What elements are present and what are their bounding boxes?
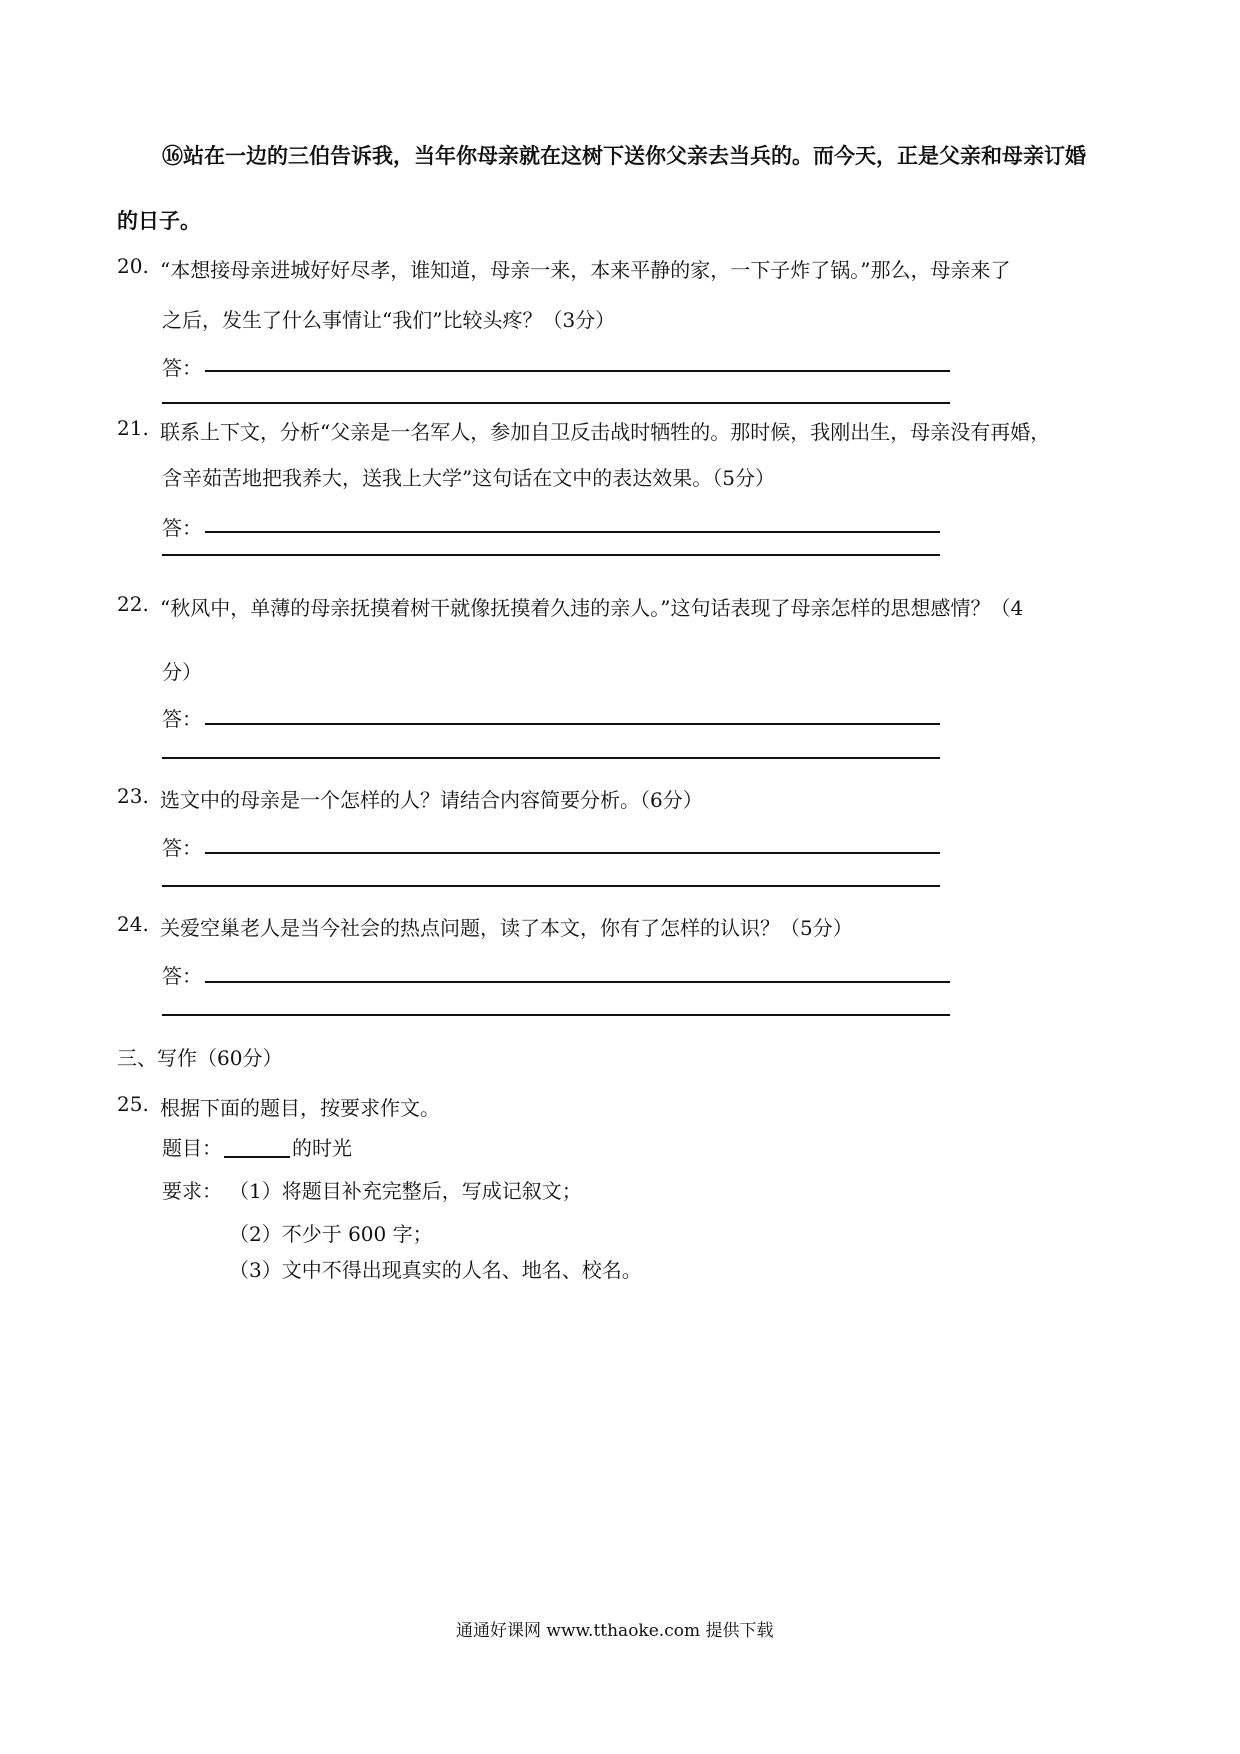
topic-prefix: 题目： [162,1136,222,1160]
topic-blank[interactable] [224,1136,290,1158]
question-20-answer-line-1[interactable] [205,370,950,372]
question-21-number: 21. [117,416,149,440]
question-24-text-1: 关爱空巢老人是当今社会的热点问题，读了本文，你有了怎样的认识？（5分） [160,916,853,940]
question-23-text-1: 选文中的母亲是一个怎样的人？请结合内容简要分析。（6分） [160,788,703,812]
question-23-number: 23. [117,784,149,808]
passage-line-1: ⑯站在一边的三伯告诉我，当年你母亲就在这树下送你父亲去当兵的。而今天，正是父亲和母亲订婚 [162,144,1086,168]
question-25-requirement-1: （1）将题目补充完整后，写成记叙文； [229,1179,582,1203]
question-25-number: 25. [117,1092,149,1116]
question-25-topic [162,1132,352,1161]
question-24-answer-label: 答： [162,964,202,988]
question-21-text-1: 联系上下文，分析“父亲是一名军人，参加自卫反击战时牺牲的。那时候，我刚出生，母亲没有再婚， [160,420,1051,444]
question-22-number: 22. [117,592,149,616]
question-25-requirements-label: 要求： [162,1179,222,1203]
question-22-answer-line-1[interactable] [205,723,940,725]
question-21-text-2: 含辛茹苦地把我养大，送我上大学”这句话在文中的表达效果。（5分） [162,466,775,490]
question-20-answer-line-2[interactable] [162,402,950,404]
question-20-number: 20. [117,254,149,278]
question-22-text-2: 分） [162,660,202,684]
question-22-answer-label: 答： [162,707,202,731]
question-25-requirement-2: （2）不少于 600 字； [229,1222,433,1246]
page-footer: 通通好课网 www.tthaoke.com 提供下载 [456,1621,774,1641]
question-25-text: 根据下面的题目，按要求作文。 [160,1096,440,1120]
question-20-text-2: 之后，发生了什么事情让“我们”比较头疼？（3分） [162,308,616,332]
question-25-requirement-3: （3）文中不得出现真实的人名、地名、校名。 [229,1258,642,1282]
question-23-answer-line-1[interactable] [205,852,940,854]
question-20-answer-label: 答： [162,356,202,380]
question-21-answer-line-2[interactable] [162,554,940,556]
section-3-title: 三、写作（60分） [117,1046,283,1070]
question-23-answer-label: 答： [162,836,202,860]
question-22-answer-line-2[interactable] [162,757,940,759]
topic-suffix: 的时光 [292,1136,352,1160]
question-21-answer-line-1[interactable] [205,531,940,533]
question-24-number: 24. [117,912,149,936]
question-23-answer-line-2[interactable] [162,885,940,887]
question-22-text-1: “秋风中，单薄的母亲抚摸着树干就像抚摸着久违的亲人。”这句话表现了母亲怎样的思想感情？（4 [160,596,1024,620]
question-24-answer-line-1[interactable] [205,981,950,983]
question-20-text-1: “本想接母亲进城好好尽孝，谁知道，母亲一来，本来平静的家，一下子炸了锅。”那么，母亲来了 [160,258,1011,282]
question-24-answer-line-2[interactable] [162,1014,950,1016]
question-21-answer-label: 答： [162,516,202,540]
passage-line-2: 的日子。 [117,209,201,233]
